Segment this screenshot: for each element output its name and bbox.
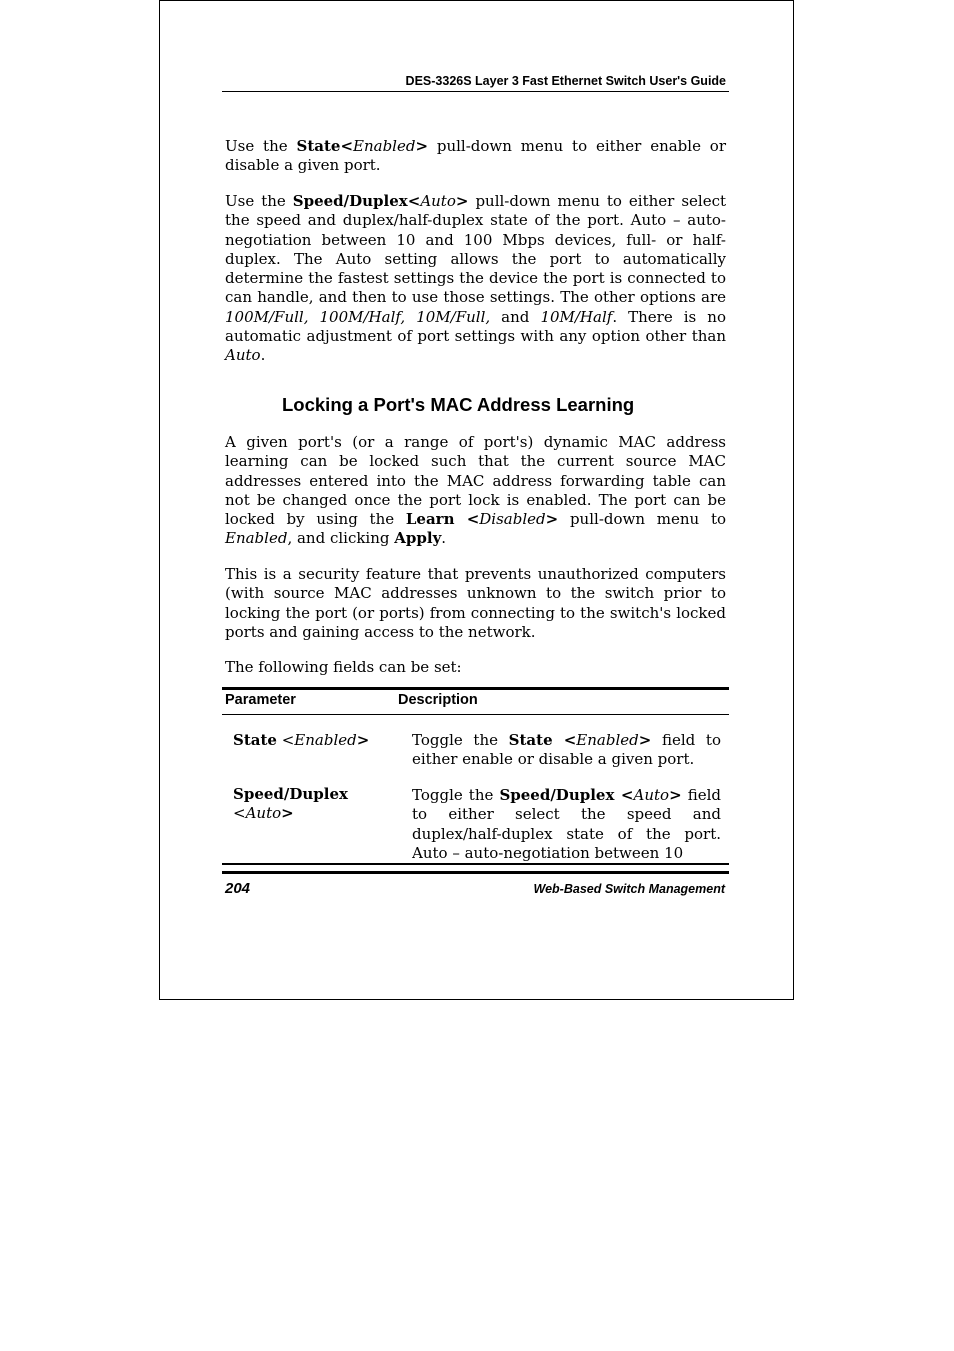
text-run: and <box>490 307 541 326</box>
italic-value: Enabled <box>353 137 416 155</box>
table-top-rule <box>222 687 729 690</box>
bracket: > <box>415 137 429 155</box>
text-run: A given port's (or a range of port's) dynamic MAC address learning can be locked such that the current source MAC addresses entered into the MAC address forwarding table can not be changed once the port lock is enabled. The port can be locked by using the <box>225 433 726 529</box>
bracket: < <box>340 137 354 155</box>
bracket: > <box>545 510 559 529</box>
paragraph-security: This is a security feature that prevents unauthorized computers (with source MAC addresses unknown to the switch prior to locking the port (or ports) from connecting to the switch's locked ports and gaining access to the network. <box>225 565 726 641</box>
section-heading: Locking a Port's MAC Address Learning <box>282 394 635 415</box>
italic-value: Auto <box>633 786 670 804</box>
bracket: > <box>669 786 682 804</box>
text-run: field to either enable or disable a given port. <box>412 731 721 769</box>
paragraph-state <box>225 137 726 176</box>
italic-value: Auto <box>225 346 261 365</box>
bracket: < <box>552 731 577 749</box>
bracket: < <box>233 804 246 823</box>
text-run: . There is no automatic adjustment of port settings with any option other than <box>225 307 726 346</box>
italic-value: 10M/Half <box>540 307 613 326</box>
italic-value: Auto <box>245 804 282 823</box>
paragraph-speed-duplex <box>225 192 726 366</box>
bracket: > <box>638 731 652 749</box>
bracket: < <box>614 786 634 804</box>
text-run: Toggle the <box>412 731 509 749</box>
bracket: > <box>356 731 370 749</box>
bracket: > <box>455 192 469 210</box>
bold-term: State <box>296 137 341 155</box>
table-cell-description <box>412 731 721 770</box>
text-run: Use the <box>225 137 297 155</box>
text-run: . <box>441 529 447 548</box>
bold-term: Learn <box>405 510 455 529</box>
paragraph-fields-intro: The following fields can be set: <box>225 658 462 676</box>
bracket: < <box>407 192 421 210</box>
header-rule <box>222 91 729 92</box>
table-cell-description <box>412 786 721 863</box>
bold-term: State <box>508 731 553 749</box>
text-run: pull-down menu to either enable or disable a given port. <box>225 137 727 175</box>
italic-value: 100M/Full, 100M/Half, 10M/Full, <box>225 307 491 326</box>
italic-value: Disabled <box>479 510 546 529</box>
bracket: < <box>276 731 295 749</box>
italic-value: Enabled <box>576 731 639 749</box>
table-bottom-rule <box>222 863 729 865</box>
text-run: . <box>260 346 266 365</box>
table-header-description: Description <box>398 692 478 708</box>
bold-term: Speed/Duplex <box>499 786 615 804</box>
bracket: > <box>281 804 294 823</box>
running-header: DES-3326S Layer 3 Fast Ethernet Switch User's Guide <box>405 74 726 88</box>
italic-value: Enabled <box>225 529 288 548</box>
table-cell-parameter <box>233 785 403 824</box>
text-run: field to either select the speed and duplex/half-duplex state of the port. Auto – auto-negotiation between 10 <box>412 786 721 862</box>
text-run: , and clicking <box>287 529 395 548</box>
text-run: pull-down menu to <box>558 510 726 529</box>
table-header-parameter: Parameter <box>225 692 296 708</box>
footer-rule <box>222 871 729 874</box>
bold-term: Speed/Duplex <box>233 785 348 803</box>
table-cell-parameter <box>233 731 403 750</box>
text-run: Toggle the <box>412 786 500 804</box>
bold-term: Apply <box>394 529 442 548</box>
italic-value: Auto <box>420 192 456 210</box>
text-run: pull-down menu to either select the speed and duplex/half-duplex state of the port. Auto – auto-negotiation between 10 and 100 Mbps devices, full- or half-duplex. The Auto setting allows the port to automatically determine the fastest settings the device the port is connected to can handle, and then to use those settings. The other options are <box>225 192 727 307</box>
table-header-rule <box>222 714 729 715</box>
bold-term: State <box>233 731 277 749</box>
italic-value: Enabled <box>294 731 357 749</box>
page-number: 204 <box>225 880 251 897</box>
bracket: < <box>454 510 480 529</box>
paragraph-learn <box>225 433 726 549</box>
bold-term: Speed/Duplex <box>292 192 408 210</box>
running-footer: Web-Based Switch Management <box>533 882 725 896</box>
text-run: Use the <box>225 192 293 210</box>
table-cell-description-clip <box>412 786 721 863</box>
